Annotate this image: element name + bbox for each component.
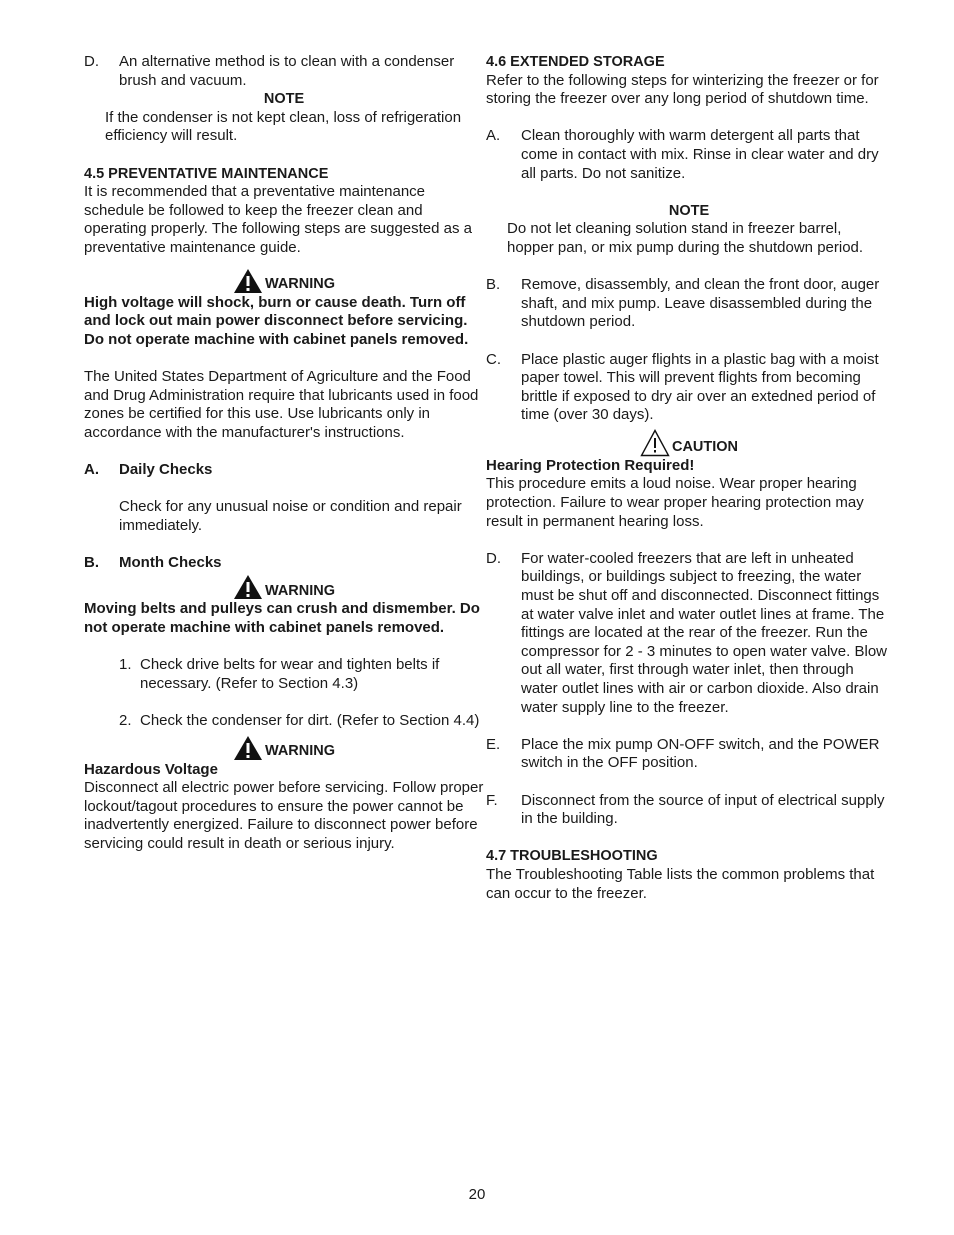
step-b-disassemble — [486, 276, 892, 332]
caution-triangle-icon — [640, 429, 670, 457]
daily-checks-text: Check for any unusual noise or condition and repair immediately. — [119, 498, 462, 534]
section-4-7-text: The Troubleshooting Table lists the common problems that can occur to the freezer. — [486, 865, 875, 902]
section-4-6-text: Refer to the following steps for winterizing the freezer or for storing the freezer over any long period of shutdown time. — [486, 71, 879, 108]
step-a-clean — [486, 127, 892, 183]
warning-text: Moving belts and pulleys can crush and dismember. Do not operate machine with cabinet panels removed. — [84, 600, 480, 637]
step-label: B. — [486, 276, 501, 294]
section-4-5-heading: 4.5 PREVENTATIVE MAINTENANCE — [84, 165, 329, 182]
warning-text: High voltage will shock, burn or cause death. Turn off and lock out main power disconnect before servicing. Do not operate machine with cabinet panels removed. — [84, 293, 469, 348]
right-column — [486, 53, 892, 903]
check-label: 2. — [119, 712, 132, 729]
section-4-6-heading: 4.6 EXTENDED STORAGE — [486, 54, 665, 70]
warning-title: WARNING — [264, 582, 336, 599]
step-text: Place the mix pump ON-OFF switch, and the POWER switch in the OFF position. — [521, 735, 880, 772]
warning-triangle-icon — [233, 574, 263, 600]
step-label: C. — [486, 350, 501, 368]
caution-text: This procedure emits a loud noise. Wear proper hearing protection. Failure to wear proper hearing protection may result in permanent hearing loss. — [486, 475, 864, 530]
warning-subtitle: Hazardous Voltage — [84, 760, 218, 778]
step-label: F. — [486, 791, 498, 809]
month-checks-title: Month Checks — [119, 553, 222, 571]
warning-banner-2 — [84, 574, 484, 600]
caution-title: CAUTION — [671, 439, 739, 456]
daily-checks-title: Daily Checks — [119, 460, 213, 478]
usda-fda-text: The United States Department of Agriculture and the Food and Drug Administration require that lubricants used in food zones be certified for this use. Use lubricants only in accordance with the manufacturer's instructions. — [84, 367, 479, 441]
check-text: Check the condenser for dirt. (Refer to Section 4.4) — [140, 712, 480, 729]
check-item-2 — [84, 712, 484, 731]
warning-triangle-icon — [233, 268, 263, 294]
note-title: NOTE — [263, 91, 305, 108]
check-label: 1. — [119, 656, 132, 674]
note-title: NOTE — [668, 202, 710, 219]
check-text: Check drive belts for wear and tighten belts if necessary. (Refer to Section 4.3) — [140, 656, 440, 692]
section-4-5-text: It is recommended that a preventative maintenance schedule be followed to keep the freezer clean and operating properly. The following steps are suggested as a preventative maintenance guide. — [84, 183, 473, 256]
section-4-7-heading: 4.7 TROUBLESHOOTING — [486, 848, 658, 865]
warning-banner-3 — [84, 735, 484, 761]
warning-banner-1 — [84, 268, 484, 294]
caution-banner — [486, 429, 892, 457]
step-text: Disconnect from the source of input of electrical supply in the building. — [521, 791, 885, 828]
step-d-water-cooled — [486, 550, 892, 717]
step-text: For water-cooled freezers that are left in unheated buildings, or buildings subject to freezing, the water must be shut off and disconnected. Disconnect fittings at water valve inlet and water outlet lines at frame. The fittings are located at the rear of the freezer. Run the compressor for 2 - 3 minutes to open water valve. Blow out all water, first through water inlet, then through water outlet lines with air or carbon dioxide. Also drain water supply line to the freezer. — [521, 549, 887, 716]
step-label: E. — [486, 735, 501, 753]
step-d-condenser-brush — [84, 53, 484, 90]
step-label: B. — [84, 553, 99, 571]
step-label: D. — [486, 549, 501, 567]
month-checks — [84, 554, 484, 573]
caution-subtitle: Hearing Protection Required! — [486, 456, 695, 474]
warning-triangle-icon — [233, 735, 263, 761]
step-f-disconnect — [486, 792, 892, 829]
daily-checks — [84, 461, 484, 480]
step-text: An alternative method is to clean with a condenser brush and vacuum. — [119, 53, 455, 89]
step-e-switches — [486, 736, 892, 773]
left-column — [84, 53, 484, 854]
step-c-auger-flights — [486, 351, 892, 425]
warning-title: WARNING — [264, 275, 336, 292]
note-text: Do not let cleaning solution stand in freezer barrel, hopper pan, or mix pump during the shutdown period. — [507, 220, 864, 256]
warning-title: WARNING — [264, 743, 336, 759]
page-number: 20 — [468, 1186, 486, 1203]
step-label: A. — [84, 460, 99, 478]
step-label: D. — [84, 53, 99, 70]
warning-text: Disconnect all electric power before servicing. Follow proper lockout/tagout procedures to ensure the power cannot be inadvertently energized. Failure to disconnect power before servicing could result in death or serious injury. — [84, 779, 484, 852]
step-text: Place plastic auger flights in a plastic bag with a moist paper towel. This will prevent flights from becoming brittle if exposed to dry air over an extedned period of time (over 30 days). — [521, 350, 879, 424]
step-text: Clean thoroughly with warm detergent all parts that come in contact with mix. Rinse in clear water and dry all parts. Do not sanitize. — [521, 127, 879, 182]
note-text: If the condenser is not kept clean, loss of refrigeration efficiency will result. — [105, 108, 462, 145]
check-item-1 — [84, 656, 484, 693]
step-label: A. — [486, 127, 501, 145]
step-text: Remove, disassembly, and clean the front door, auger shaft, and mix pump. Leave disassembled during the shutdown period. — [521, 276, 880, 331]
